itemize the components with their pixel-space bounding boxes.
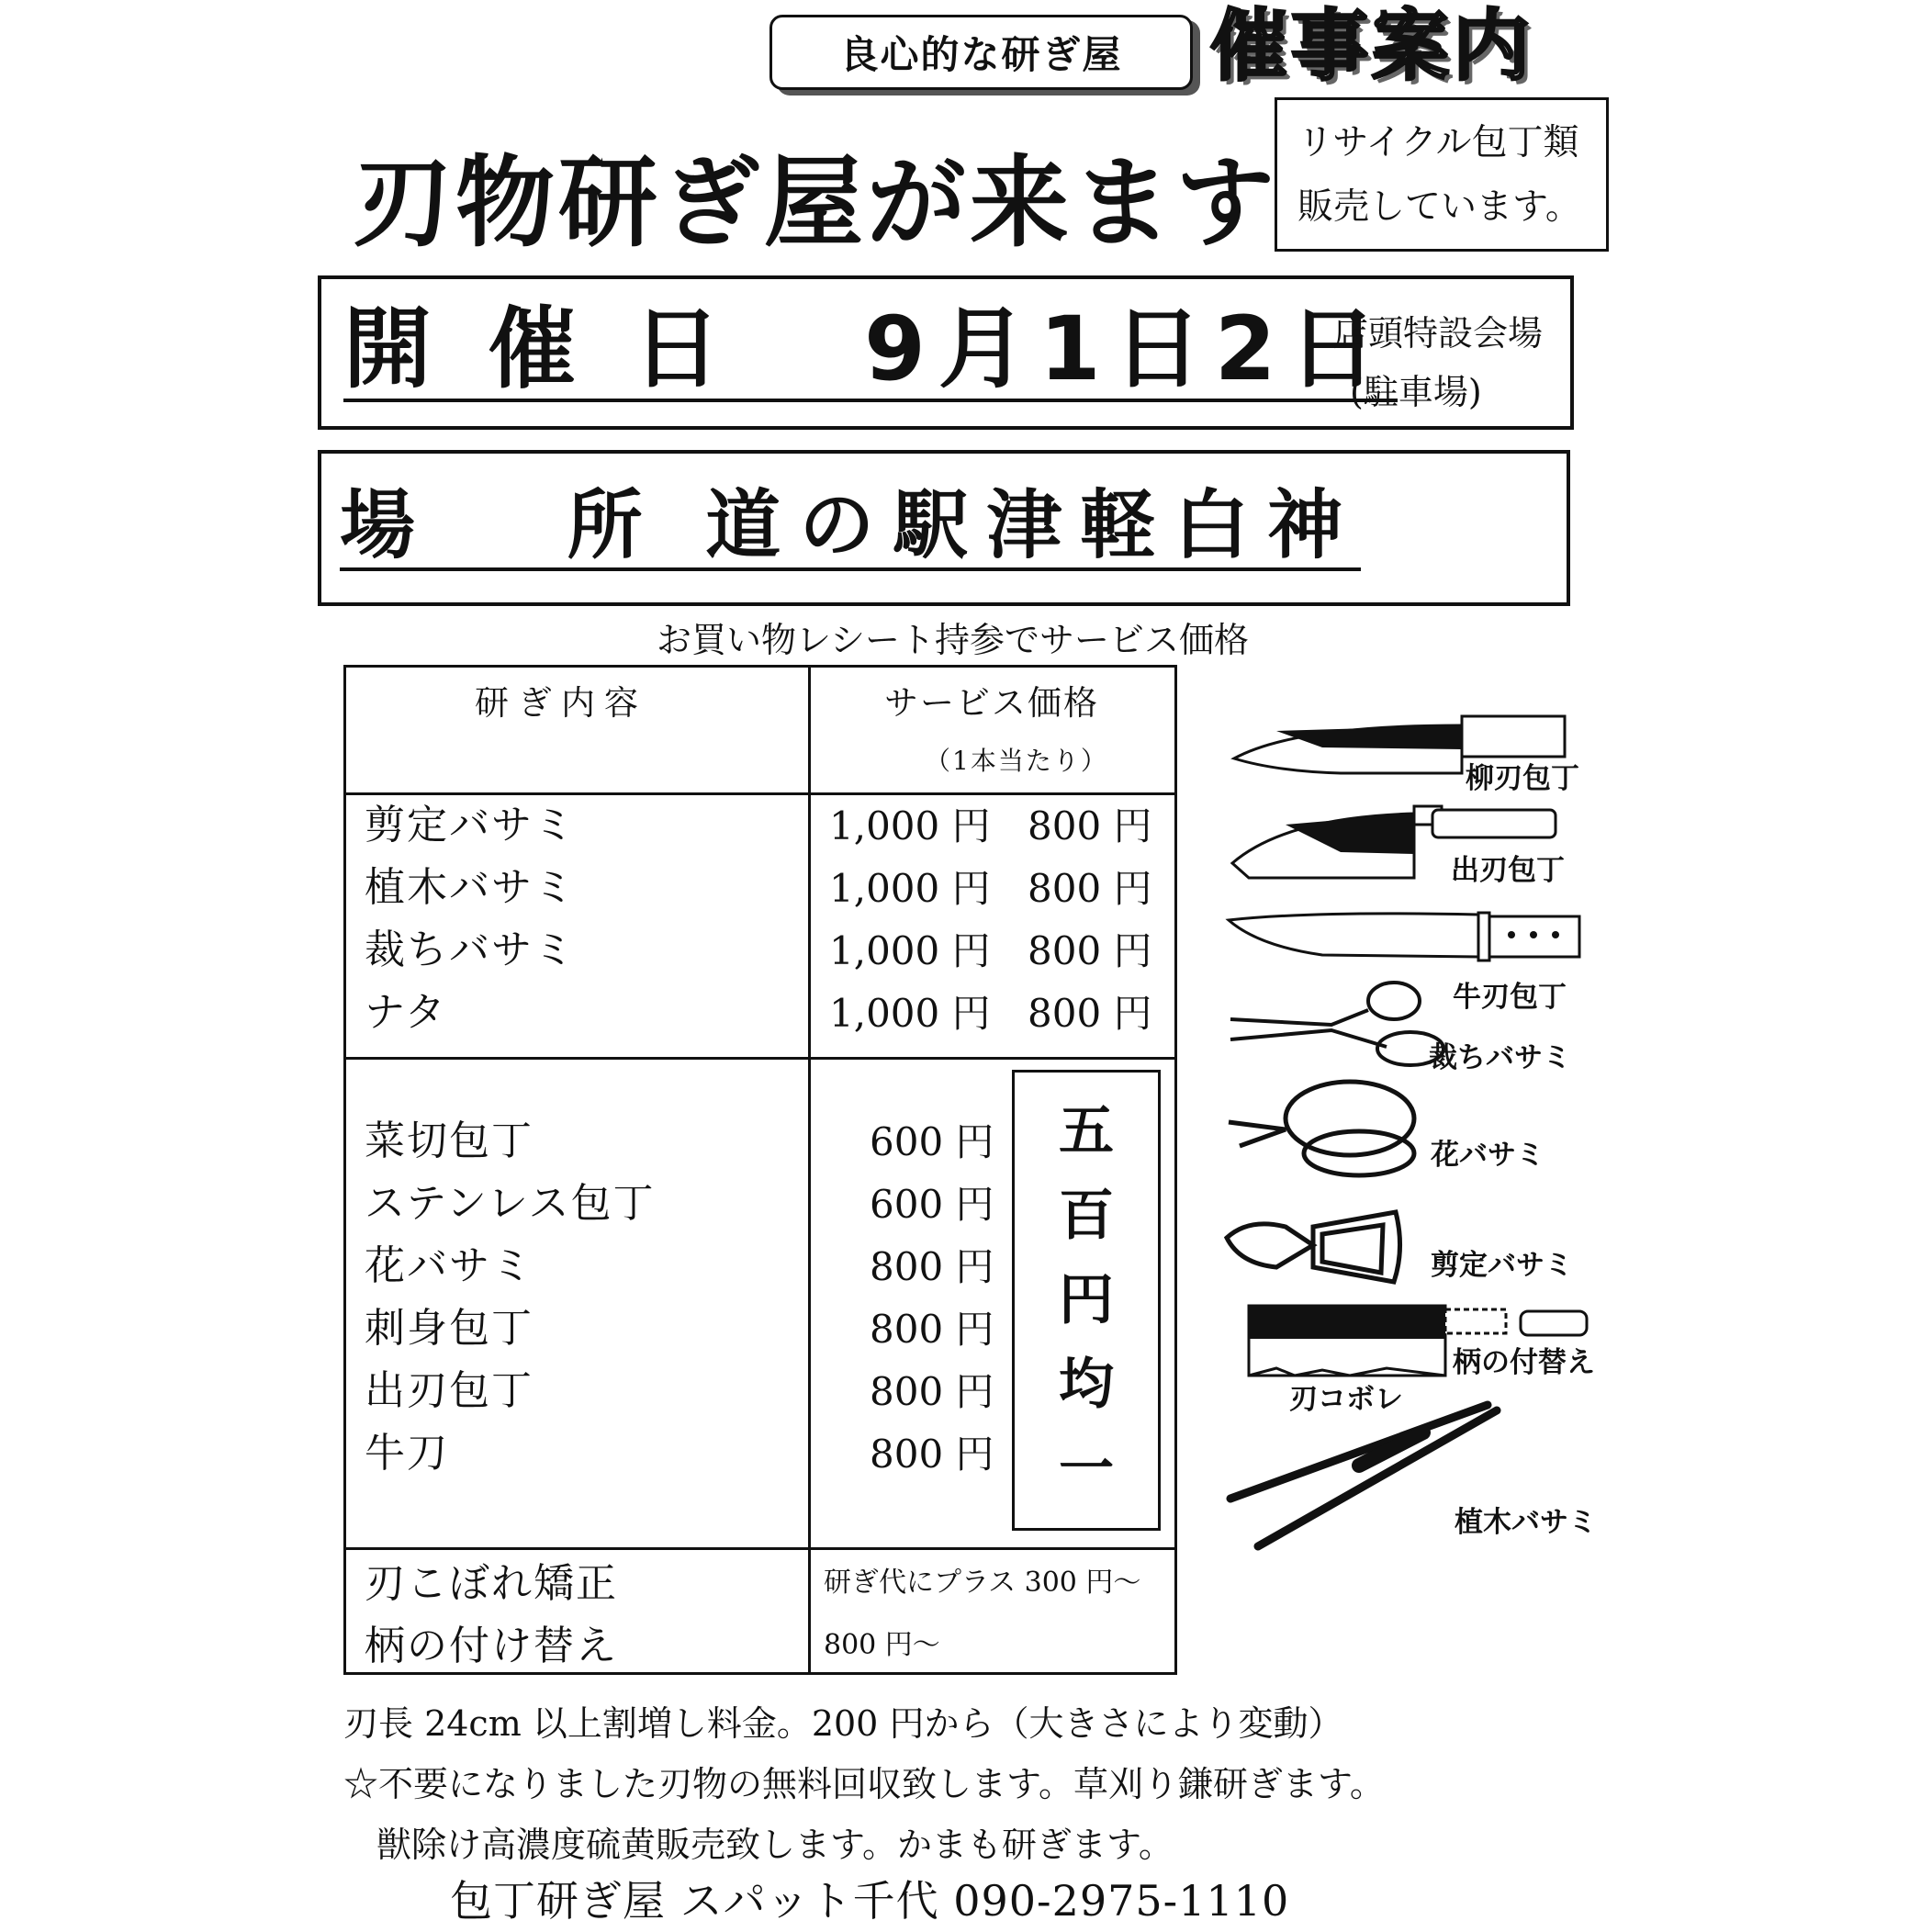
sulfur-sale-note: 獣除け高濃度硫黄販売致します。かまも研ぎます。: [376, 1825, 1174, 1865]
label-yanagiba: 柳刃包丁: [1466, 762, 1579, 795]
table-group-divider: [346, 1547, 1174, 1550]
header-per-unit: （1本当たり）: [925, 746, 1108, 776]
table-row-service: 800 円: [1028, 866, 1152, 911]
label-sentei: 剪定バサミ: [1431, 1249, 1573, 1282]
table-row-item: 牛刀: [365, 1430, 449, 1477]
table-row-service: 800 円: [1028, 928, 1152, 973]
table-row-item: 植木バサミ: [365, 864, 576, 911]
table-group-divider: [346, 1057, 1174, 1060]
table-row-price: 800 円～: [824, 1629, 940, 1661]
uniform-price-box: [1012, 1070, 1161, 1531]
tool-drawings: [1221, 698, 1625, 1570]
event-guide-heading: 催事案内: [1210, 1, 1534, 91]
table-row-price: 600 円: [870, 1119, 994, 1164]
table-row-price: 研ぎ代にプラス 300 円～: [824, 1567, 1141, 1599]
table-row-service: 800 円: [1028, 991, 1152, 1036]
table-row-regular: 1,000 円: [829, 866, 991, 911]
header-content: 研ぎ内容: [475, 683, 647, 723]
table-row-item: 出刃包丁: [365, 1367, 534, 1414]
label-hana: 花バサミ: [1431, 1139, 1544, 1172]
venue-line1: 店頭特設会場: [1333, 313, 1544, 354]
table-row-item: ステンレス包丁: [365, 1180, 656, 1227]
table-row-item: 菜切包丁: [365, 1118, 534, 1164]
venue-line2: (駐車場): [1350, 372, 1482, 412]
sentei-shears-icon: [1227, 1212, 1400, 1282]
table-row-regular: 1,000 円: [829, 991, 991, 1036]
contact-info: 包丁研ぎ屋 スパット千代 090-2975-1110: [450, 1876, 1290, 1926]
table-row-item: ナタ: [365, 989, 447, 1036]
label-gyuto: 牛刃包丁: [1453, 981, 1567, 1014]
table-row-regular: 1,000 円: [829, 803, 991, 848]
table-row-regular: 1,000 円: [829, 928, 991, 973]
table-row-item: 柄の付け替え: [365, 1623, 618, 1669]
date-box: [318, 275, 1574, 430]
free-collection-note: ☆不要になりました刃物の無料回収致します。草刈り鎌研ぎます。: [343, 1764, 1385, 1804]
table-row-price: 600 円: [870, 1182, 994, 1227]
label-hakobore: 刃コボレ: [1289, 1383, 1403, 1416]
surcharge-note: 刃長 24cm 以上割増し料金。200 円から（大きさにより変動）: [343, 1703, 1343, 1744]
table-row-service: 800 円: [1028, 803, 1152, 848]
brand-label: 良心的な研ぎ屋: [769, 15, 1193, 90]
recycle-notice-box: [1275, 97, 1609, 252]
recycle-notice-line1: リサイクル包丁類: [1297, 122, 1579, 163]
price-table: [343, 665, 1177, 1675]
table-row-price: 800 円: [870, 1369, 994, 1414]
tool-illustrations: [1221, 698, 1625, 1570]
uniform-char: 均: [1059, 1353, 1114, 1417]
table-row-item: 刺身包丁: [365, 1305, 534, 1352]
receipt-note: お買い物レシート持参でサービス価格: [657, 620, 1250, 660]
uniform-char: 百: [1059, 1184, 1114, 1248]
table-row-price: 800 円: [870, 1244, 994, 1289]
uniform-char: 一: [1059, 1437, 1114, 1501]
table-column-divider: [808, 668, 811, 1672]
table-header-divider: [346, 792, 1174, 795]
table-row-item: 刃こぼれ矯正: [365, 1560, 618, 1607]
tachi-scissors-icon: [1230, 983, 1443, 1065]
gyuto-knife-icon: [1229, 913, 1579, 960]
table-row-item: 剪定バサミ: [365, 802, 576, 848]
hana-scissors-icon: [1229, 1082, 1414, 1175]
uniform-char: 円: [1059, 1268, 1114, 1332]
label-handle: 柄の付替え: [1453, 1346, 1595, 1379]
label-deba: 出刃包丁: [1451, 854, 1565, 887]
event-place: 場 所 道の駅津軽白神: [340, 485, 1361, 571]
table-row-item: 花バサミ: [365, 1242, 534, 1289]
table-row-price: 800 円: [870, 1307, 994, 1352]
table-row-price: 800 円: [870, 1432, 994, 1477]
table-row-item: 裁ちバサミ: [365, 927, 576, 973]
label-ueki: 植木バサミ: [1455, 1506, 1597, 1539]
uniform-char: 五: [1059, 1099, 1114, 1163]
event-date: 開 催 日 9月1日2日: [343, 301, 1398, 402]
page-title: 刃物研ぎ屋が来ます: [353, 146, 1279, 261]
header-service-price: サービス価格: [884, 683, 1099, 723]
place-box: [318, 450, 1570, 606]
label-tachi: 裁ちバサミ: [1429, 1041, 1571, 1074]
recycle-notice-line2: 販売しています。: [1297, 186, 1581, 228]
